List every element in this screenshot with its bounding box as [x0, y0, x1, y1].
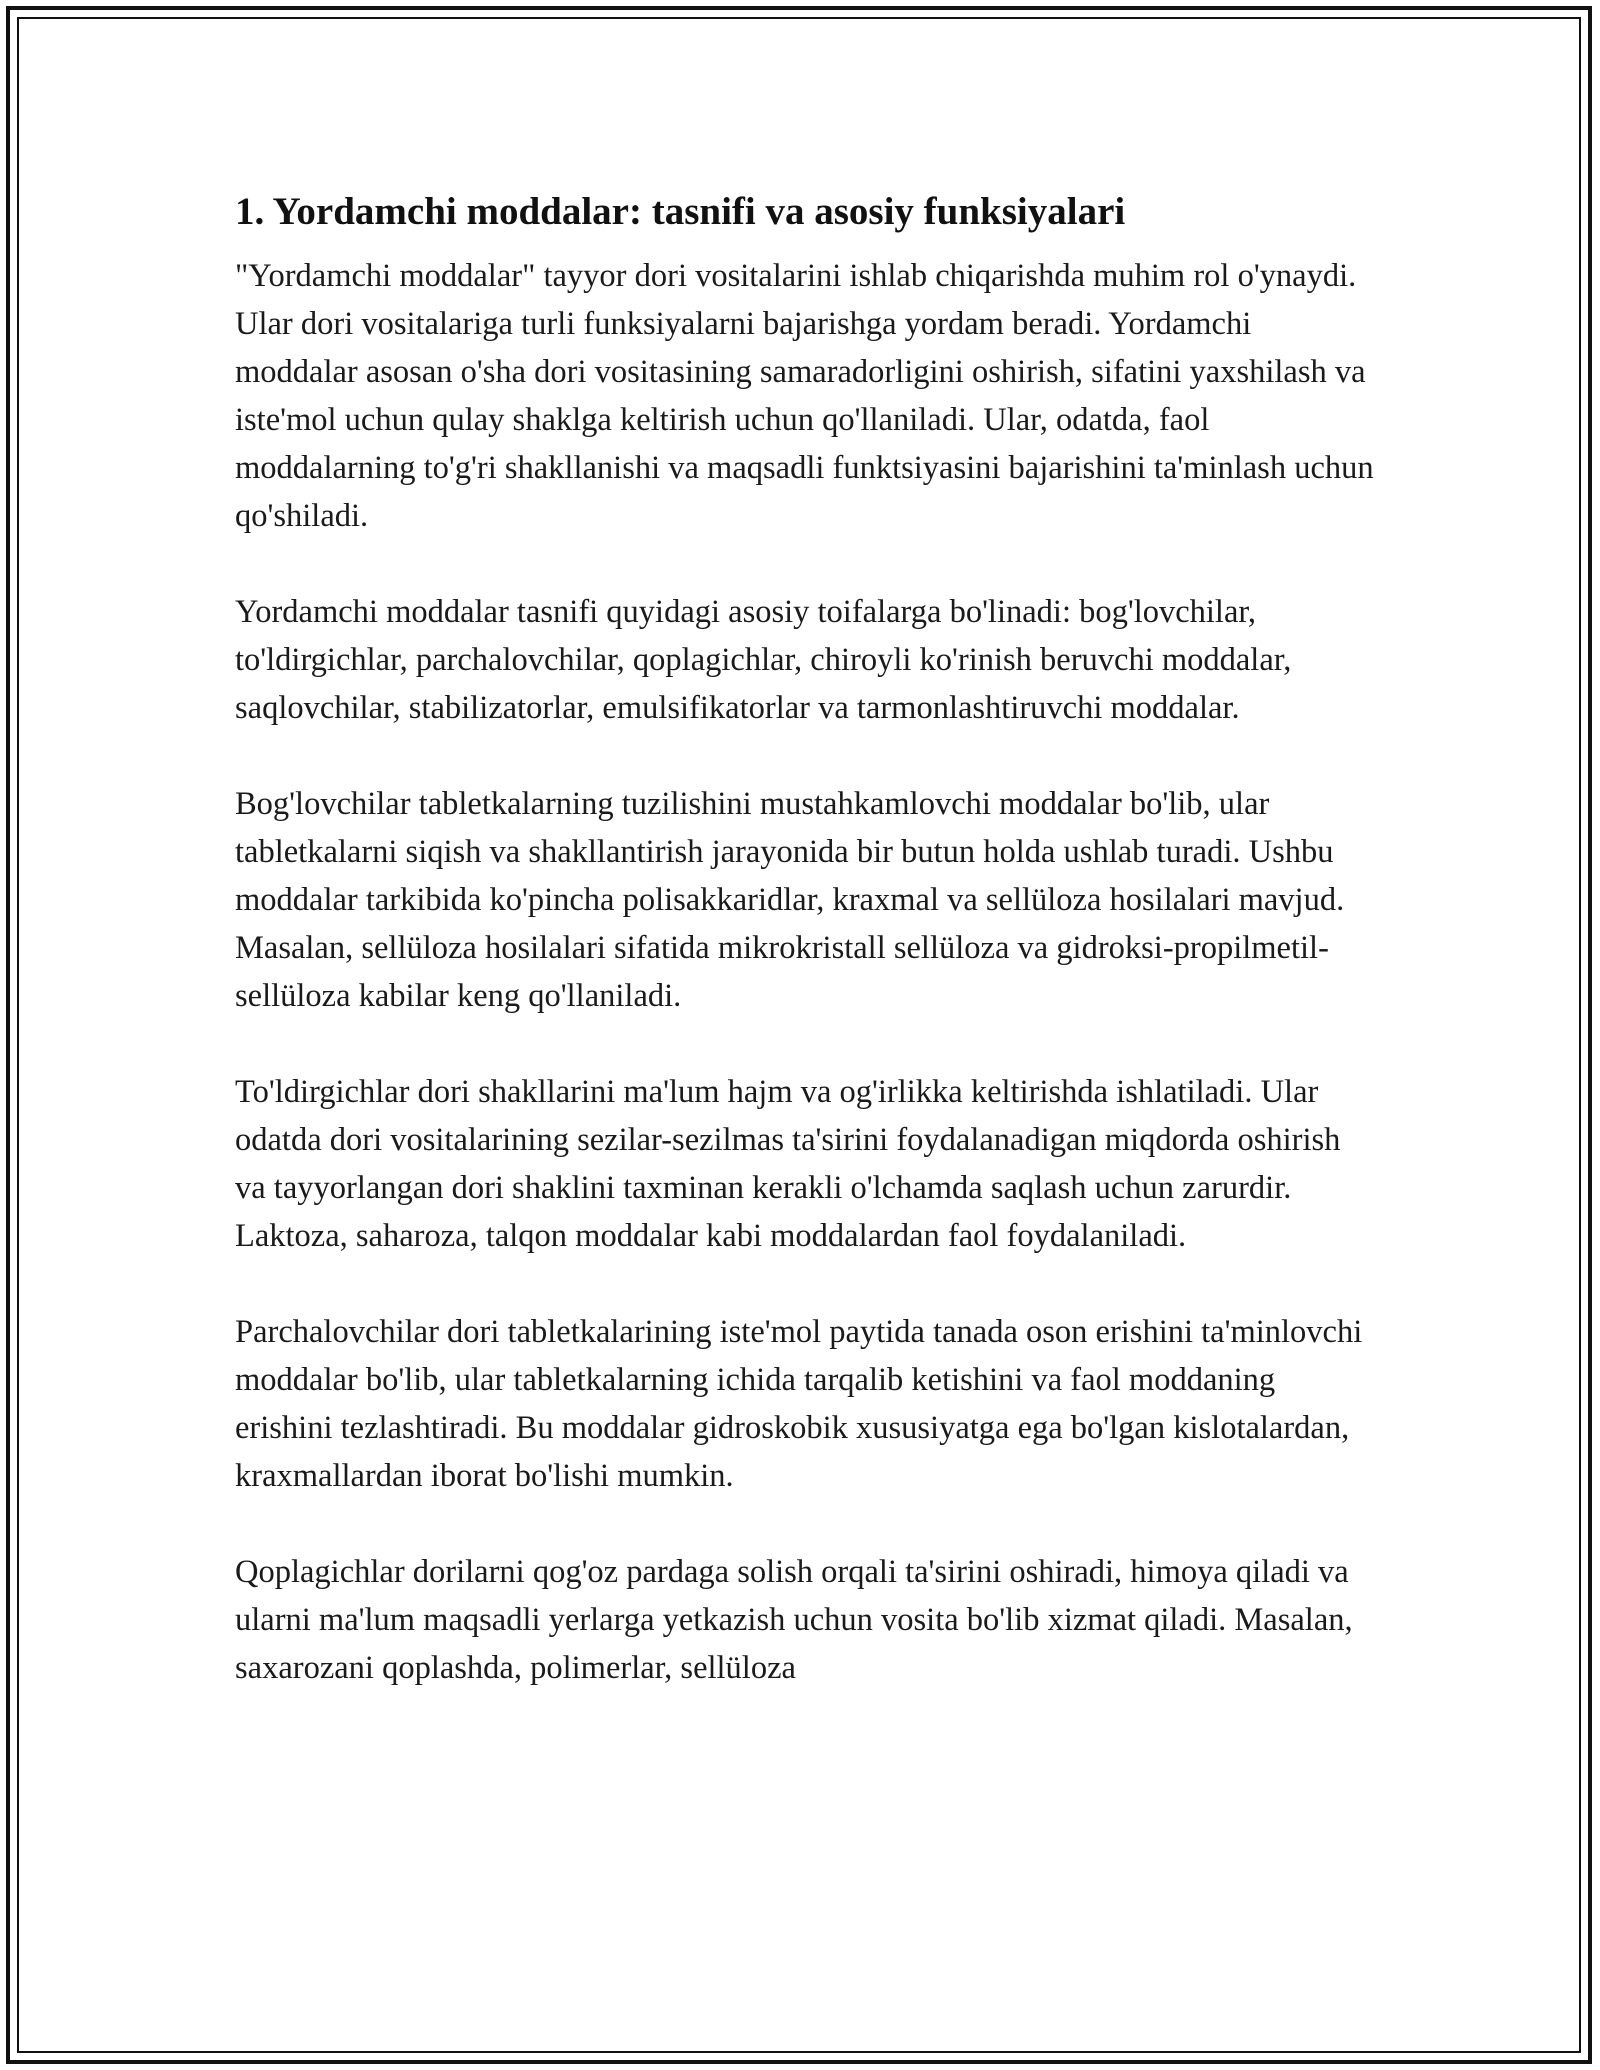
- paragraph-classification: Yordamchi moddalar tasnifi quyidagi asosiy toifalarga bo'linadi: bog'lovchilar, to'ldirgichlar, parchalovchilar, qoplagichlar, chiroyli ko'rinish beruvchi moddalar, saqlovchilar, stabilizatorlar, emulsifikatorlar va tarmonlashtiruvchi moddalar.: [235, 594, 1292, 726]
- paragraph-intro: "Yordamchi moddalar" tayyor dori vositalarini ishlab chiqarishda muhim rol o'ynaydi. Ular dori vositalariga turli funksiyalarni bajarishga yordam beradi. Yordamchi moddalar asosan o'sha dori vositasining samaradorligini oshirish, sifatini yaxshilash va iste'mol uchun qulay shaklga keltirish uchun qo'llaniladi. Ular, odatda, faol moddalarning to'g'ri shakllanishi va maqsadli funktsiyasini bajarishini ta'minlash uchun qo'shiladi.: [235, 258, 1374, 534]
- section-heading: 1. Yordamchi moddalar: tasnifi va asosiy funksiyalari: [235, 190, 1126, 233]
- paragraph-binders: Bog'lovchilar tabletkalarning tuzilishini mustahkamlovchi moddalar bo'lib, ular tabletkalarni siqish va shakllantirish jarayonida bir butun holda ushlab turadi. Ushbu moddalar tarkibida ko'pincha polisakkaridlar, kraxmal va sellüloza hosilalari mavjud. Masalan, sellüloza hosilalari sifatida mikrokristall sellüloza va gidroksi-propilmetil-sellüloza kabilar keng qo'llaniladi.: [235, 786, 1345, 1014]
- paragraph-fillers: To'ldirgichlar dori shakllarini ma'lum hajm va og'irlikka keltirishda ishlatiladi. Ular odatda dori vositalarining sezilar-sezilmas ta'sirini foydalanadigan miqdorda oshirish va tayyorlangan dori shaklini taxminan kerakli o'lchamda saqlash uchun zarurdir. Laktoza, saharoza, talqon moddalar kabi moddalardan faol foydalaniladi.: [235, 1074, 1341, 1254]
- paragraph-coatings: Qoplagichlar dorilarni qog'oz pardaga solish orqali ta'sirini oshiradi, himoya qiladi va ularni ma'lum maqsadli yerlarga yetkazish uchun vosita bo'lib xizmat qiladi. Masalan, saxarozani qoplashda, polimerlar, sellüloza: [235, 1554, 1353, 1686]
- document-body: [235, 184, 1375, 1740]
- paragraph-disintegrants: Parchalovchilar dori tabletkalarining iste'mol paytida tanada oson erishini ta'minlovchi moddalar bo'lib, ular tabletkalarning ichida tarqalib ketishini va faol moddaning erishini tezlashtiradi. Bu moddalar gidroskobik xususiyatga ega bo'lgan kislotalardan, kraxmallardan iborat bo'lishi mumkin.: [235, 1314, 1363, 1494]
